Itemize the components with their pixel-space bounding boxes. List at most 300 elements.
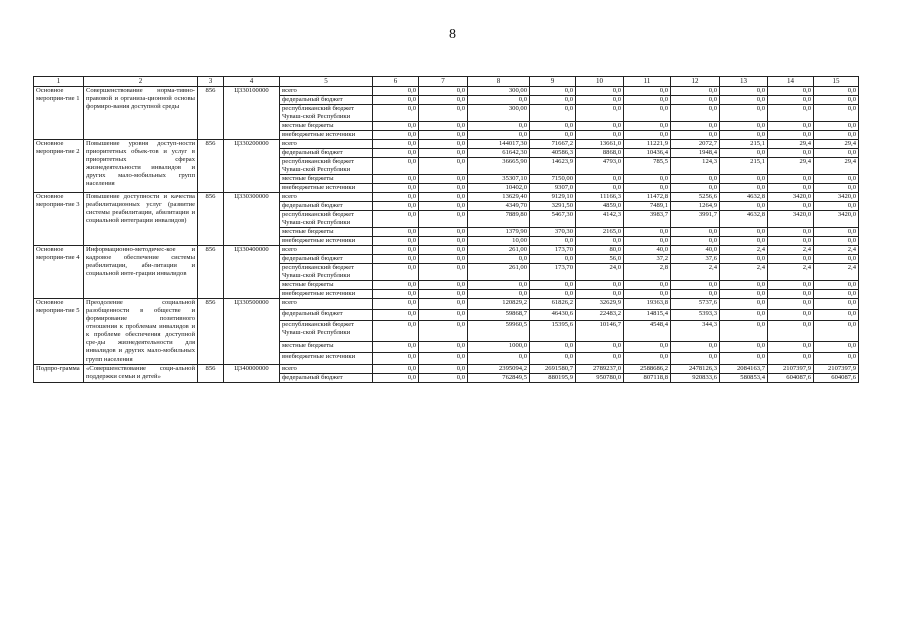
amount-cell: 0,0: [419, 364, 468, 373]
funding-source: республиканский бюджет Чуваш-ской Республики: [280, 264, 373, 281]
amount-cell: 56,0: [576, 255, 624, 264]
funding-source: всего: [280, 246, 373, 255]
amount-cell: 0,0: [419, 130, 468, 139]
amount-cell: 0,0: [814, 121, 859, 130]
grbs-code: 856: [198, 246, 224, 299]
amount-cell: 0,0: [373, 104, 419, 121]
column-number-header: 9: [530, 77, 576, 87]
amount-cell: 0,0: [373, 373, 419, 382]
amount-cell: 0,0: [814, 104, 859, 121]
amount-cell: 19363,8: [624, 299, 671, 310]
amount-cell: 0,0: [624, 86, 671, 95]
amount-cell: 0,0: [768, 148, 814, 157]
amount-cell: 0,0: [373, 130, 419, 139]
budget-classification-code: Ц330400000: [224, 246, 280, 299]
column-number-header: 7: [419, 77, 468, 87]
funding-source: всего: [280, 192, 373, 201]
amount-cell: 0,0: [419, 148, 468, 157]
amount-cell: 0,0: [768, 201, 814, 210]
amount-cell: 0,0: [576, 353, 624, 364]
amount-cell: 604087,6: [768, 373, 814, 382]
column-number-header: 15: [814, 77, 859, 87]
amount-cell: 59960,5: [468, 321, 530, 342]
amount-cell: 35307,10: [468, 174, 530, 183]
amount-cell: 0,0: [768, 299, 814, 310]
amount-cell: 0,0: [530, 86, 576, 95]
amount-cell: 2,4: [768, 264, 814, 281]
amount-cell: 4793,0: [576, 157, 624, 174]
amount-cell: 0,0: [624, 342, 671, 353]
amount-cell: 0,0: [720, 290, 768, 299]
amount-cell: 785,5: [624, 157, 671, 174]
amount-cell: 0,0: [814, 310, 859, 321]
column-number-header: 10: [576, 77, 624, 87]
grbs-code: 856: [198, 192, 224, 245]
amount-cell: 762849,5: [468, 373, 530, 382]
amount-cell: 0,0: [576, 86, 624, 95]
amount-cell: 950780,0: [576, 373, 624, 382]
funding-source: местные бюджеты: [280, 281, 373, 290]
amount-cell: 0,0: [468, 121, 530, 130]
amount-cell: 5256,6: [671, 192, 720, 201]
amount-cell: 0,0: [419, 264, 468, 281]
budget-table-body: [34, 77, 859, 383]
amount-cell: 300,00: [468, 86, 530, 95]
amount-cell: 0,0: [576, 95, 624, 104]
measure-label: Основное мероприя-тие 4: [34, 246, 84, 299]
amount-cell: 32629,9: [576, 299, 624, 310]
amount-cell: 0,0: [814, 299, 859, 310]
amount-cell: 3420,0: [814, 210, 859, 227]
table-row: [34, 299, 859, 310]
amount-cell: 0,0: [720, 201, 768, 210]
amount-cell: 0,0: [720, 299, 768, 310]
amount-cell: 0,0: [419, 342, 468, 353]
amount-cell: 0,0: [720, 228, 768, 237]
budget-classification-code: Ц340000000: [224, 364, 280, 382]
amount-cell: 920833,6: [671, 373, 720, 382]
amount-cell: 173,70: [530, 264, 576, 281]
amount-cell: 0,0: [720, 121, 768, 130]
amount-cell: 0,0: [468, 353, 530, 364]
funding-source: местные бюджеты: [280, 228, 373, 237]
amount-cell: 5737,6: [671, 299, 720, 310]
amount-cell: 215,1: [720, 139, 768, 148]
amount-cell: 604087,6: [814, 373, 859, 382]
amount-cell: 0,0: [419, 104, 468, 121]
amount-cell: 2,4: [814, 246, 859, 255]
budget-classification-code: Ц330200000: [224, 139, 280, 192]
amount-cell: 0,0: [671, 104, 720, 121]
amount-cell: 0,0: [671, 281, 720, 290]
measure-description: «Совершенствование соци-альной поддержки семьи и детей»: [84, 364, 198, 382]
amount-cell: 4632,8: [720, 192, 768, 201]
amount-cell: 2588686,2: [624, 364, 671, 373]
amount-cell: 5467,30: [530, 210, 576, 227]
amount-cell: 0,0: [373, 237, 419, 246]
column-number-header: 12: [671, 77, 720, 87]
amount-cell: 0,0: [373, 157, 419, 174]
amount-cell: 0,0: [576, 130, 624, 139]
column-number-header: 5: [280, 77, 373, 87]
amount-cell: 2,4: [720, 264, 768, 281]
amount-cell: 2691580,7: [530, 364, 576, 373]
amount-cell: 0,0: [576, 281, 624, 290]
amount-cell: 0,0: [768, 121, 814, 130]
amount-cell: 0,0: [468, 290, 530, 299]
measure-description: Совершенствование норма-тивно-правовой и организа-ционной основы формиро-вания доступной среды: [84, 86, 198, 139]
budget-classification-code: Ц330100000: [224, 86, 280, 139]
amount-cell: 344,3: [671, 321, 720, 342]
amount-cell: 0,0: [624, 281, 671, 290]
amount-cell: 10146,7: [576, 321, 624, 342]
column-number-header: 1: [34, 77, 84, 87]
funding-source: всего: [280, 299, 373, 310]
amount-cell: 0,0: [624, 121, 671, 130]
measure-label: Основное мероприя-тие 3: [34, 192, 84, 245]
amount-cell: 0,0: [530, 104, 576, 121]
measure-label: Основное мероприя-тие 1: [34, 86, 84, 139]
funding-source: всего: [280, 86, 373, 95]
amount-cell: 0,0: [419, 373, 468, 382]
amount-cell: 0,0: [768, 290, 814, 299]
amount-cell: 0,0: [373, 246, 419, 255]
amount-cell: 0,0: [419, 86, 468, 95]
amount-cell: 0,0: [768, 104, 814, 121]
amount-cell: 0,0: [814, 174, 859, 183]
amount-cell: 0,0: [373, 364, 419, 373]
funding-source: республиканский бюджет Чуваш-ской Республики: [280, 104, 373, 121]
amount-cell: 11472,8: [624, 192, 671, 201]
amount-cell: 40,0: [624, 246, 671, 255]
funding-source: внебюджетные источники: [280, 183, 373, 192]
amount-cell: 0,0: [624, 130, 671, 139]
measure-description: Повышение доступности и качества реабилитационных услуг (развитие системы реабилитации, абилитации и социальной интеграции инвалидов): [84, 192, 198, 245]
amount-cell: 0,0: [768, 310, 814, 321]
amount-cell: 0,0: [768, 281, 814, 290]
amount-cell: 2395094,2: [468, 364, 530, 373]
amount-cell: 0,0: [671, 95, 720, 104]
amount-cell: 10436,4: [624, 148, 671, 157]
amount-cell: 215,1: [720, 157, 768, 174]
measure-description: Информационно-методичес-кое и кадровое обеспечение системы реабилитации, аби-литации и социальной инте-грации инвалидов: [84, 246, 198, 299]
amount-cell: 3983,7: [624, 210, 671, 227]
amount-cell: 0,0: [530, 353, 576, 364]
amount-cell: 0,0: [720, 104, 768, 121]
amount-cell: 120829,2: [468, 299, 530, 310]
amount-cell: 0,0: [468, 255, 530, 264]
funding-source: местные бюджеты: [280, 174, 373, 183]
amount-cell: 0,0: [768, 95, 814, 104]
amount-cell: 13629,40: [468, 192, 530, 201]
amount-cell: 0,0: [530, 281, 576, 290]
amount-cell: 580853,4: [720, 373, 768, 382]
amount-cell: 0,0: [419, 353, 468, 364]
amount-cell: 0,0: [419, 321, 468, 342]
amount-cell: 0,0: [419, 183, 468, 192]
amount-cell: 0,0: [468, 281, 530, 290]
amount-cell: 0,0: [576, 174, 624, 183]
amount-cell: 0,0: [373, 192, 419, 201]
amount-cell: 5393,3: [671, 310, 720, 321]
amount-cell: 0,0: [373, 353, 419, 364]
amount-cell: 61642,30: [468, 148, 530, 157]
amount-cell: 0,0: [419, 281, 468, 290]
amount-cell: 0,0: [419, 139, 468, 148]
amount-cell: 144017,30: [468, 139, 530, 148]
grbs-code: 856: [198, 86, 224, 139]
amount-cell: 0,0: [814, 130, 859, 139]
amount-cell: 0,0: [814, 228, 859, 237]
amount-cell: 14623,9: [530, 157, 576, 174]
amount-cell: 2,4: [720, 246, 768, 255]
amount-cell: 0,0: [720, 321, 768, 342]
amount-cell: 2,4: [814, 264, 859, 281]
amount-cell: 10,00: [468, 237, 530, 246]
amount-cell: 0,0: [671, 290, 720, 299]
amount-cell: 300,00: [468, 104, 530, 121]
amount-cell: 1264,9: [671, 201, 720, 210]
amount-cell: 0,0: [624, 174, 671, 183]
amount-cell: 0,0: [419, 228, 468, 237]
amount-cell: 0,0: [373, 310, 419, 321]
amount-cell: 0,0: [530, 130, 576, 139]
measure-description: Повышение уровня доступ-ности приоритетных объек-тов и услуг в приоритетных сферах жизнедеятельности инвалидов и других мало-мобильных групп населения: [84, 139, 198, 192]
amount-cell: 2072,7: [671, 139, 720, 148]
amount-cell: 3991,7: [671, 210, 720, 227]
amount-cell: 0,0: [720, 237, 768, 246]
amount-cell: 0,0: [373, 95, 419, 104]
amount-cell: 14815,4: [624, 310, 671, 321]
amount-cell: 0,0: [530, 121, 576, 130]
funding-source: федеральный бюджет: [280, 95, 373, 104]
amount-cell: 0,0: [530, 237, 576, 246]
amount-cell: 0,0: [768, 130, 814, 139]
amount-cell: 0,0: [720, 95, 768, 104]
amount-cell: 0,0: [419, 246, 468, 255]
budget-classification-code: Ц330500000: [224, 299, 280, 364]
funding-source: федеральный бюджет: [280, 201, 373, 210]
amount-cell: 7489,1: [624, 201, 671, 210]
amount-cell: 29,4: [768, 139, 814, 148]
funding-source: республиканский бюджет Чуваш-ской Республики: [280, 210, 373, 227]
amount-cell: 0,0: [814, 321, 859, 342]
amount-cell: 0,0: [419, 157, 468, 174]
amount-cell: 0,0: [373, 299, 419, 310]
amount-cell: 0,0: [530, 95, 576, 104]
amount-cell: 0,0: [814, 237, 859, 246]
amount-cell: 0,0: [576, 237, 624, 246]
amount-cell: 0,0: [419, 299, 468, 310]
amount-cell: 0,0: [624, 95, 671, 104]
amount-cell: 0,0: [720, 174, 768, 183]
column-number-header: 3: [198, 77, 224, 87]
amount-cell: 0,0: [768, 321, 814, 342]
measure-label: Подпро-грамма: [34, 364, 84, 382]
table-row: [34, 364, 859, 373]
amount-cell: 0,0: [768, 255, 814, 264]
table-row: [34, 86, 859, 95]
amount-cell: 0,0: [768, 237, 814, 246]
amount-cell: 807118,8: [624, 373, 671, 382]
amount-cell: 0,0: [720, 148, 768, 157]
amount-cell: 2,4: [671, 264, 720, 281]
amount-cell: 0,0: [419, 192, 468, 201]
funding-source: федеральный бюджет: [280, 148, 373, 157]
amount-cell: 0,0: [814, 201, 859, 210]
amount-cell: 0,0: [671, 121, 720, 130]
column-number-header: 4: [224, 77, 280, 87]
amount-cell: 0,0: [419, 95, 468, 104]
amount-cell: 29,4: [814, 157, 859, 174]
amount-cell: 0,0: [468, 130, 530, 139]
amount-cell: 0,0: [419, 201, 468, 210]
amount-cell: 0,0: [373, 264, 419, 281]
amount-cell: 0,0: [814, 86, 859, 95]
amount-cell: 0,0: [814, 281, 859, 290]
funding-source: внебюджетные источники: [280, 353, 373, 364]
column-number-header: 6: [373, 77, 419, 87]
funding-source: внебюджетные источники: [280, 290, 373, 299]
table-row: [34, 139, 859, 148]
amount-cell: 46430,6: [530, 310, 576, 321]
amount-cell: 0,0: [720, 255, 768, 264]
amount-cell: 0,0: [720, 353, 768, 364]
column-number-header: 14: [768, 77, 814, 87]
amount-cell: 10402,0: [468, 183, 530, 192]
measure-label: Основное мероприя-тие 2: [34, 139, 84, 192]
amount-cell: 0,0: [768, 342, 814, 353]
amount-cell: 0,0: [624, 290, 671, 299]
amount-cell: 0,0: [373, 86, 419, 95]
measure-description: Преодоление социальной разобщенности в обществе и формирование позитивного отношения к проблемам инвалидов и к проблеме обеспечения доступной сре-ды жизнедеятельности для инвалидов и других мало-мобильных групп населения: [84, 299, 198, 364]
funding-source: местные бюджеты: [280, 342, 373, 353]
amount-cell: 0,0: [373, 174, 419, 183]
amount-cell: 0,0: [720, 86, 768, 95]
amount-cell: 0,0: [768, 174, 814, 183]
amount-cell: 29,4: [814, 139, 859, 148]
amount-cell: 0,0: [814, 183, 859, 192]
amount-cell: 0,0: [373, 290, 419, 299]
amount-cell: 0,0: [530, 290, 576, 299]
amount-cell: 0,0: [814, 290, 859, 299]
budget-table: [33, 76, 859, 383]
amount-cell: 37,2: [624, 255, 671, 264]
amount-cell: 15395,6: [530, 321, 576, 342]
amount-cell: 2789237,0: [576, 364, 624, 373]
amount-cell: 0,0: [373, 201, 419, 210]
amount-cell: 0,0: [720, 310, 768, 321]
amount-cell: 4548,4: [624, 321, 671, 342]
amount-cell: 29,4: [768, 157, 814, 174]
amount-cell: 61826,2: [530, 299, 576, 310]
amount-cell: 124,3: [671, 157, 720, 174]
amount-cell: 11166,3: [576, 192, 624, 201]
column-number-header: 13: [720, 77, 768, 87]
amount-cell: 0,0: [671, 342, 720, 353]
amount-cell: 0,0: [671, 174, 720, 183]
grbs-code: 856: [198, 299, 224, 364]
amount-cell: 8868,0: [576, 148, 624, 157]
funding-source: внебюджетные источники: [280, 130, 373, 139]
amount-cell: 0,0: [373, 121, 419, 130]
amount-cell: 7150,00: [530, 174, 576, 183]
amount-cell: 0,0: [576, 121, 624, 130]
amount-cell: 0,0: [419, 310, 468, 321]
amount-cell: 0,0: [768, 353, 814, 364]
column-number-header: 11: [624, 77, 671, 87]
amount-cell: 0,0: [814, 255, 859, 264]
amount-cell: 0,0: [720, 183, 768, 192]
amount-cell: 0,0: [576, 290, 624, 299]
amount-cell: 4632,8: [720, 210, 768, 227]
amount-cell: 4859,0: [576, 201, 624, 210]
amount-cell: 0,0: [576, 104, 624, 121]
amount-cell: 0,0: [720, 130, 768, 139]
budget-classification-code: Ц330300000: [224, 192, 280, 245]
funding-source: федеральный бюджет: [280, 373, 373, 382]
amount-cell: 40586,3: [530, 148, 576, 157]
amount-cell: 0,0: [671, 130, 720, 139]
amount-cell: 0,0: [373, 210, 419, 227]
amount-cell: 0,0: [530, 255, 576, 264]
amount-cell: 3420,0: [768, 210, 814, 227]
amount-cell: 0,0: [768, 86, 814, 95]
amount-cell: 261,00: [468, 264, 530, 281]
amount-cell: 0,0: [814, 342, 859, 353]
funding-source: внебюджетные источники: [280, 237, 373, 246]
amount-cell: 0,0: [624, 183, 671, 192]
amount-cell: 0,0: [624, 228, 671, 237]
amount-cell: 2107397,9: [814, 364, 859, 373]
amount-cell: 2,8: [624, 264, 671, 281]
funding-source: всего: [280, 139, 373, 148]
amount-cell: 40,0: [671, 246, 720, 255]
amount-cell: 1000,0: [468, 342, 530, 353]
amount-cell: 0,0: [468, 95, 530, 104]
amount-cell: 0,0: [814, 353, 859, 364]
amount-cell: 0,0: [671, 228, 720, 237]
amount-cell: 0,0: [671, 237, 720, 246]
amount-cell: 370,30: [530, 228, 576, 237]
amount-cell: 9307,0: [530, 183, 576, 192]
amount-cell: 0,0: [671, 86, 720, 95]
amount-cell: 0,0: [419, 290, 468, 299]
amount-cell: 0,0: [720, 281, 768, 290]
amount-cell: 0,0: [671, 353, 720, 364]
amount-cell: 71667,2: [530, 139, 576, 148]
amount-cell: 0,0: [373, 255, 419, 264]
amount-cell: 24,0: [576, 264, 624, 281]
amount-cell: 0,0: [419, 121, 468, 130]
amount-cell: 0,0: [814, 148, 859, 157]
amount-cell: 0,0: [419, 210, 468, 227]
amount-cell: 0,0: [768, 183, 814, 192]
amount-cell: 0,0: [373, 342, 419, 353]
amount-cell: 0,0: [576, 342, 624, 353]
amount-cell: 0,0: [624, 104, 671, 121]
funding-source: республиканский бюджет Чуваш-ской Республики: [280, 321, 373, 342]
amount-cell: 0,0: [419, 237, 468, 246]
amount-cell: 2107397,9: [768, 364, 814, 373]
amount-cell: 0,0: [419, 255, 468, 264]
amount-cell: 11221,9: [624, 139, 671, 148]
amount-cell: 173,70: [530, 246, 576, 255]
amount-cell: 22483,2: [576, 310, 624, 321]
amount-cell: 0,0: [768, 228, 814, 237]
amount-cell: 2165,0: [576, 228, 624, 237]
amount-cell: 2478126,3: [671, 364, 720, 373]
